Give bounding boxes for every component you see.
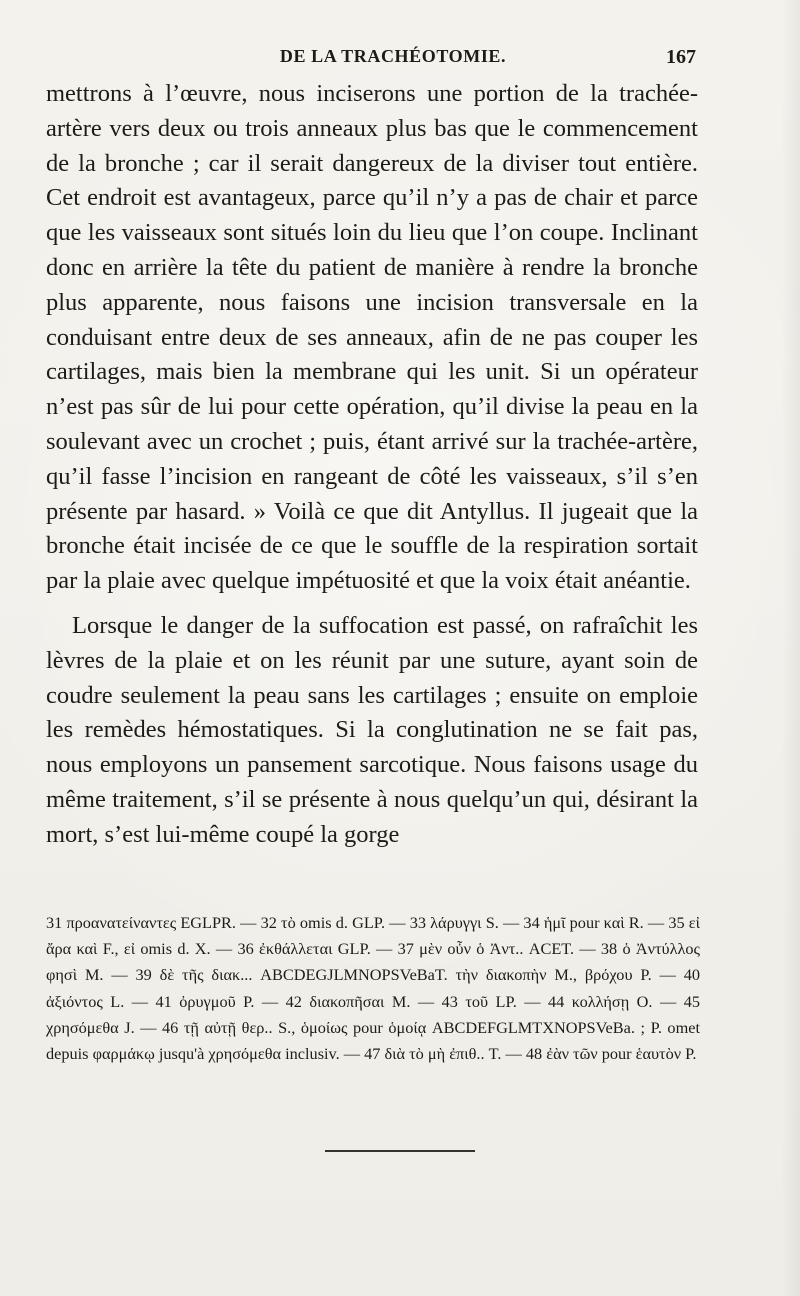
body-paragraph-2: Lorsque le danger de la suffocation est passé, on rafraîchit les lèvres de la plaie et on les réunit par une suture, ayant soin de coudre seulement la peau sans les cartilages ; ensuite on emploie les remèdes hémostatiques. Si la conglutination ne se fait pas, nous employons un pansement sarcotique. Nous faisons usage du même traitement, s’il se présente à nous quelqu’un qui, désirant la mort, s’est lui-même coupé la gorge [46,611,698,848]
footnote-separator-rule [325,1150,475,1152]
page-edge-shadow [782,0,800,1296]
main-text-block [46,77,698,853]
running-header-title: DE LA TRACHÉOTOMIE. [279,46,507,66]
footnotes-block: 31 προανατείναντες EGLPR. — 32 τὸ omis d. GLP. — 33 λάρυγγι S. — 34 ἡμῖ pour καὶ R. — 35 εἰ ἄρα καὶ F., εἰ omis d. X. — 36 ἐκθάλλεται GLP. — 37 μὲν οὖν ὁ Ἀντ.. ACET. — 38 ὁ Ἀντύλλος φησὶ M. — 39 δὲ τῆς διακ... ABCDEGJLMNOPSVeBaT. τὴν διακοπὴν M., βρόχου P. — 40 ἀξιόντος L. — 41 ὀρυγμοῦ P. — 42 διακοπῆσαι M. — 43 τοῦ LP. — 44 κολλήσῃ O. — 45 χρησόμεθα J. — 46 τῇ αὐτῇ θερ.. S., ὁμοίως pour ὁμοίᾳ ABCDEFGLMTXNOPSVeBa. ; P. omet depuis φαρμάκῳ jusqu'à χρησόμεθα inclusiv. — 47 διὰ τὸ μὴ ἐπιθ.. T. — 48 ἐὰν τῶν pour ἑαυτὸν P. [46,913,700,1064]
page-header [0,46,800,74]
body-paragraph-1: mettrons à l’œuvre, nous inciserons une portion de la trachée-artère vers deux ou trois anneaux plus bas que le commencement de la bronche ; car il serait dangereux de la diviser tout entière. Cet endroit est avantageux, parce qu’il n’y a pas de chair et parce que les vaisseaux sont situés loin du lieu que l’on coupe. Inclinant donc en arrière la tête du patient de manière à rendre la bronche plus apparente, nous faisons une incision transversale en la conduisant entre deux de ses anneaux, afin de ne pas couper les cartilages, mais bien la membrane qui les unit. Si un opérateur n’est pas sûr de lui pour cette opération, qu’il divise la peau en la soulevant avec un crochet ; puis, étant arrivé sur la trachée-artère, qu’il fasse l’incision en rangeant de côté les vaisseaux, s’il s’en présente par hasard. » Voilà ce que dit Antyllus. Il jugeait que la bronche était incisée de ce que le souffle de la respiration sortait par la plaie avec quelque impétuosité et que la voix était anéantie. [46,80,698,595]
page-number: 167 [666,46,696,68]
